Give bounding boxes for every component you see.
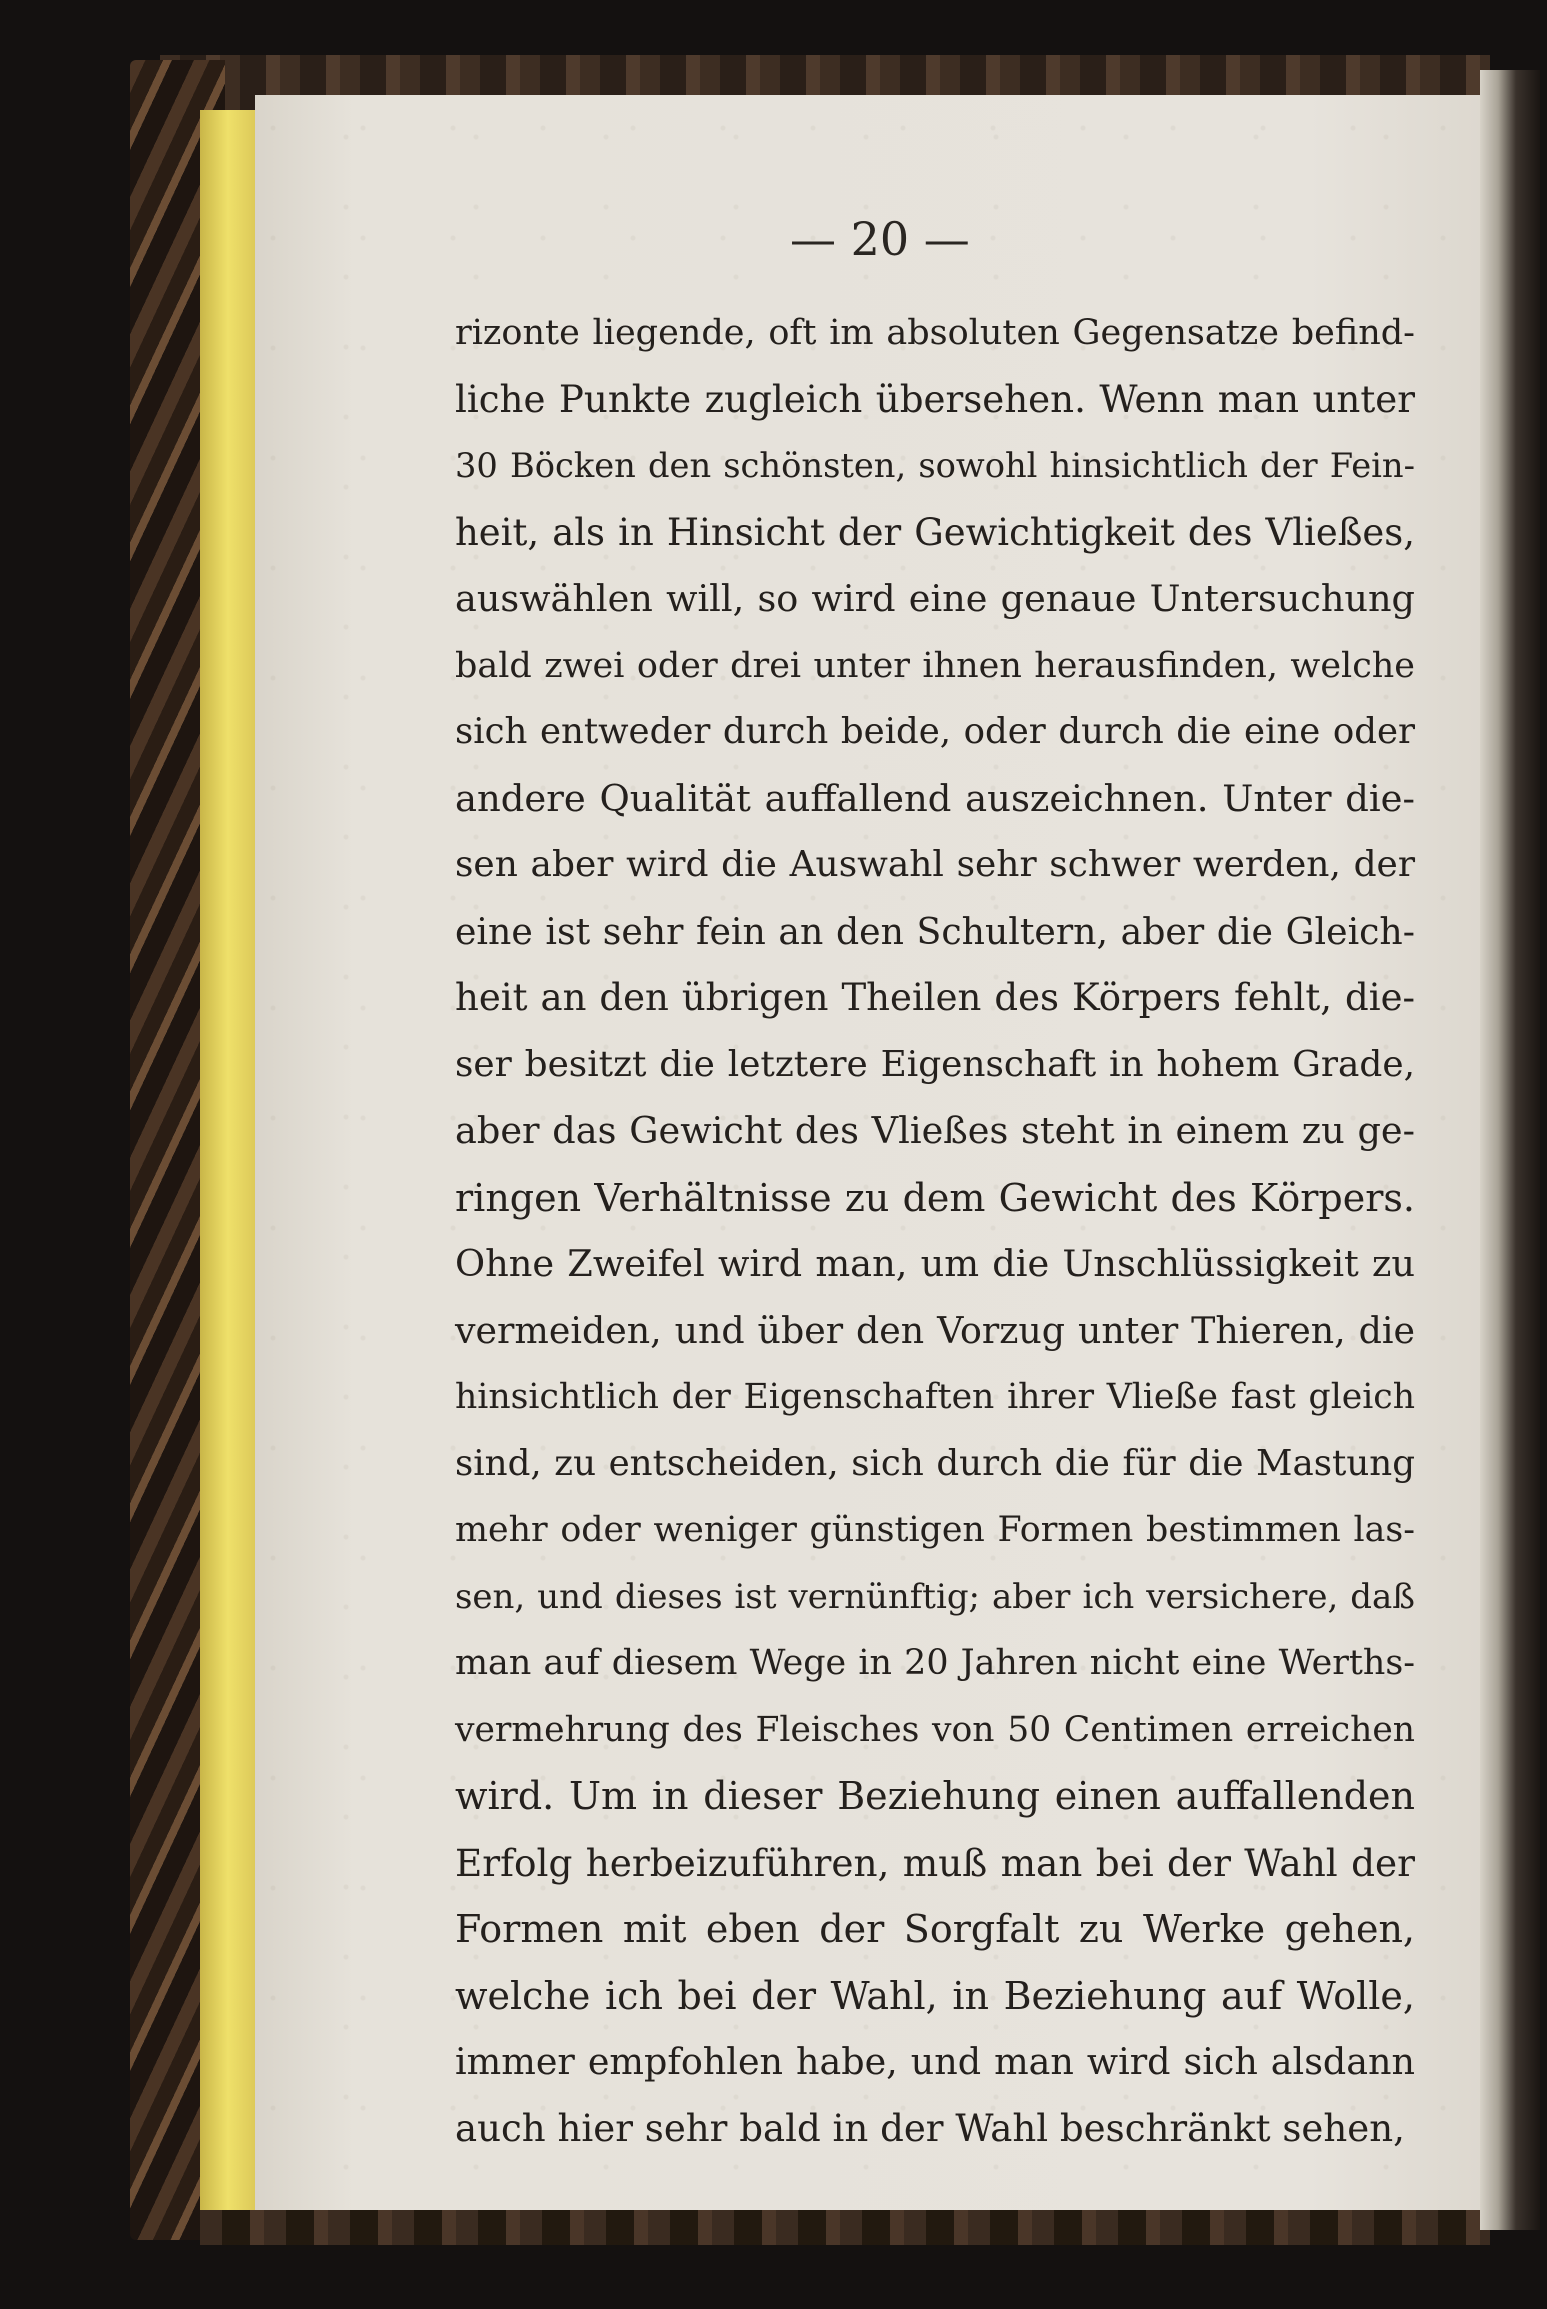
text-line: man auf diesem Wege in 20 Jahren nicht eine Werths- bbox=[455, 1643, 1415, 1683]
text-line: 30 Böcken den schönsten, sowohl hinsichtlich der Fein- bbox=[455, 446, 1415, 485]
text-line: sen, und dieses ist vernünftig; aber ich versichere, daß bbox=[455, 1576, 1415, 1617]
page-gutter-shadow bbox=[1480, 70, 1540, 2230]
text-line: auch hier sehr bald in der Wahl beschränkt sehen, bbox=[455, 2106, 1405, 2150]
text-line: bald zwei oder drei unter ihnen herausfinden, welche bbox=[455, 645, 1415, 686]
page-edge-gilt bbox=[200, 110, 262, 2210]
text-line: aber das Gewicht des Vließes steht in einem zu ge- bbox=[455, 1109, 1415, 1152]
text-line: Ohne Zweifel wird man, um die Unschlüssigkeit zu bbox=[455, 1242, 1415, 1285]
text-line: mehr oder weniger günstigen Formen bestimmen las- bbox=[455, 1510, 1415, 1550]
text-line: heit an den übrigen Theilen des Körpers fehlt, die- bbox=[455, 976, 1415, 1019]
text-line: immer empfohlen habe, und man wird sich alsdann bbox=[455, 2040, 1415, 2083]
text-line: liche Punkte zugleich übersehen. Wenn man unter bbox=[455, 377, 1415, 421]
page-body-text bbox=[455, 300, 1415, 2162]
text-line: andere Qualität auffallend auszeichnen. Unter die- bbox=[455, 776, 1415, 820]
text-line: rizonte liegende, oft im absoluten Gegensatze befind- bbox=[455, 312, 1415, 353]
text-line: ser besitzt die letztere Eigenschaft in hohem Grade, bbox=[455, 1043, 1415, 1085]
text-line: sich entweder durch beide, oder durch die eine oder bbox=[455, 711, 1415, 752]
text-line: ringen Verhältnisse zu dem Gewicht des Körpers. bbox=[455, 1175, 1415, 1220]
text-line: Erfolg herbeizuführen, muß man bei der Wahl der bbox=[455, 1840, 1415, 1885]
text-line: vermeiden, und über den Vorzug unter Thieren, die bbox=[455, 1308, 1415, 1352]
text-line: welche ich bei der Wahl, in Beziehung auf Wolle, bbox=[455, 1973, 1415, 2018]
text-line: heit, als in Hinsicht der Gewichtigkeit des Vließes, bbox=[455, 510, 1415, 554]
text-line: Formen mit eben der Sorgfalt zu Werke gehen, bbox=[455, 1907, 1415, 1951]
text-line: eine ist sehr fein an den Schultern, aber die Gleich- bbox=[455, 909, 1415, 953]
text-line: vermehrung des Fleisches von 50 Centimen erreichen bbox=[455, 1709, 1415, 1750]
page-header: — 20 — bbox=[790, 212, 970, 266]
text-line: hinsichtlich der Eigenschaften ihrer Vließe fast gleich bbox=[455, 1377, 1415, 1417]
text-line: auswählen will, so wird eine genaue Untersuchung bbox=[455, 577, 1415, 620]
text-line: sen aber wird die Auswahl sehr schwer werden, der bbox=[455, 844, 1415, 885]
text-line: wird. Um in dieser Beziehung einen auffallenden bbox=[455, 1774, 1415, 1818]
text-line: sind, zu entscheiden, sich durch die für die Mastung bbox=[455, 1442, 1415, 1484]
